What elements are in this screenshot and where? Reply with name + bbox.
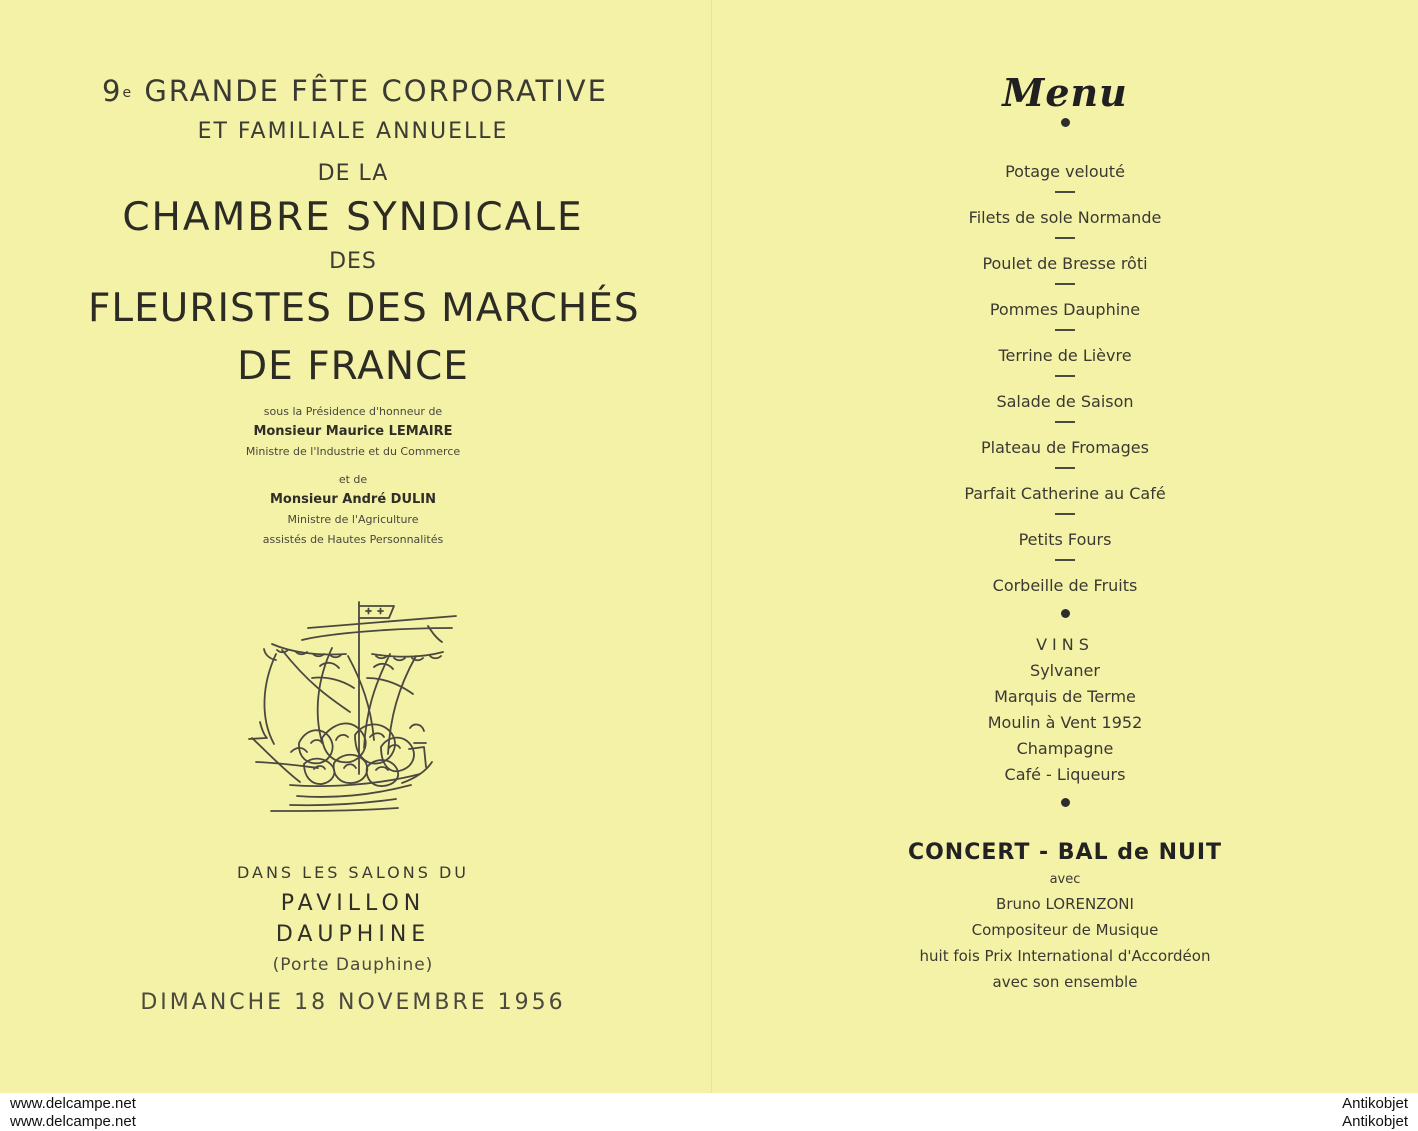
menu-item: Plateau de Fromages xyxy=(981,438,1149,457)
spacer xyxy=(88,462,618,470)
watermark-footer xyxy=(0,1093,1418,1131)
separator-dash xyxy=(1055,375,1075,377)
dot-icon xyxy=(1061,609,1070,618)
event-ordinal-superscript: e xyxy=(122,85,134,101)
concert-line: Bruno LORENZONI xyxy=(996,895,1134,913)
menu-item: Salade de Saison xyxy=(996,392,1134,411)
wine-item: Champagne xyxy=(1016,739,1114,758)
menu-item: Poulet de Bresse rôti xyxy=(982,254,1148,273)
ship-illustration xyxy=(238,592,464,816)
wine-item: Moulin à Vent 1952 xyxy=(987,713,1143,732)
spacer xyxy=(850,597,1280,609)
ship-icon xyxy=(238,592,464,816)
organization-title-line-2: DES xyxy=(329,249,377,274)
menu-item: Pommes Dauphine xyxy=(989,300,1141,319)
venue-subtitle: (Porte Dauphine) xyxy=(272,955,434,975)
concert-line: avec son ensemble xyxy=(992,973,1138,991)
menu-item: Potage velouté xyxy=(1005,162,1125,181)
venue-intro: DANS LES SALONS DU xyxy=(236,863,470,882)
separator-dash xyxy=(1055,237,1075,239)
concert-line: avec xyxy=(1049,872,1081,887)
separator-dash xyxy=(1055,467,1075,469)
event-ordinal-number: 9 xyxy=(102,74,123,108)
venue-name-line-2: DAUPHINE xyxy=(275,922,431,947)
separator-dash xyxy=(1055,421,1075,423)
concert-title: CONCERT - BAL de NUIT xyxy=(907,840,1223,865)
menu-title: Menu xyxy=(1002,70,1128,115)
wine-item: Café - Liqueurs xyxy=(1004,765,1126,784)
separator-dash xyxy=(1055,191,1075,193)
wine-list xyxy=(850,632,1280,788)
menu-item: Terrine de Lièvre xyxy=(998,346,1132,365)
separator-dash xyxy=(1055,283,1075,285)
wine-item: Marquis de Terme xyxy=(994,687,1136,706)
organization-title-line-4: DE FRANCE xyxy=(237,344,469,389)
menu-item: Parfait Catherine au Café xyxy=(964,484,1166,503)
right-panel xyxy=(850,68,1280,995)
event-title-line-2: ET FAMILIALE ANNUELLE xyxy=(197,119,509,144)
venue-block xyxy=(88,858,618,1025)
footer-left xyxy=(10,1095,210,1131)
separator-dash xyxy=(1055,513,1075,515)
honorary-president-1: Monsieur Maurice LEMAIRE xyxy=(253,424,453,439)
wine-list-title: VINS xyxy=(1036,635,1094,654)
dot-icon xyxy=(1061,118,1070,127)
event-title-line-1 xyxy=(92,72,618,111)
honorary-president-2-role: Ministre de l'Agriculture xyxy=(287,513,419,526)
honorary-president-2: Monsieur André DULIN xyxy=(269,492,437,507)
footer-right xyxy=(1288,1095,1408,1131)
menu-list xyxy=(850,161,1280,597)
concert-line: Compositeur de Musique xyxy=(971,921,1159,939)
left-panel xyxy=(88,72,640,550)
event-date: DIMANCHE 18 NOVEMBRE 1956 xyxy=(140,990,566,1015)
fold-line xyxy=(711,0,712,1093)
wine-item: Sylvaner xyxy=(1030,661,1100,680)
event-title-line-3: DE LA xyxy=(317,161,389,186)
dot-icon xyxy=(1061,798,1070,807)
menu-item: Corbeille de Fruits xyxy=(992,576,1138,595)
assistants-text: assistés de Hautes Personnalités xyxy=(262,533,444,546)
menu-item: Petits Fours xyxy=(1018,530,1112,549)
separator-dash xyxy=(1055,329,1075,331)
menu-item: Filets de sole Normande xyxy=(968,208,1162,227)
footer-left-line-1: www.delcampe.net xyxy=(10,1095,136,1112)
connector-text: et de xyxy=(338,473,368,486)
concert-line: huit fois Prix International d'Accordéon xyxy=(919,947,1211,965)
separator-dash xyxy=(1055,559,1075,561)
organization-title-line-3: FLEURISTES DES MARCHÉS xyxy=(88,286,640,331)
spacer xyxy=(850,788,1280,798)
venue-name-line-1: PAVILLON xyxy=(280,891,426,916)
presidency-intro: sous la Présidence d'honneur de xyxy=(263,405,443,418)
footer-right-line-2: Antikobjet xyxy=(1342,1113,1408,1130)
footer-right-line-1: Antikobjet xyxy=(1342,1095,1408,1112)
footer-left-line-2: www.delcampe.net xyxy=(10,1113,136,1130)
organization-title-line-1: CHAMBRE SYNDICALE xyxy=(122,195,584,240)
honorary-president-1-role: Ministre de l'Industrie et du Commerce xyxy=(245,445,461,458)
event-title-text: GRANDE FÊTE CORPORATIVE xyxy=(144,74,608,108)
